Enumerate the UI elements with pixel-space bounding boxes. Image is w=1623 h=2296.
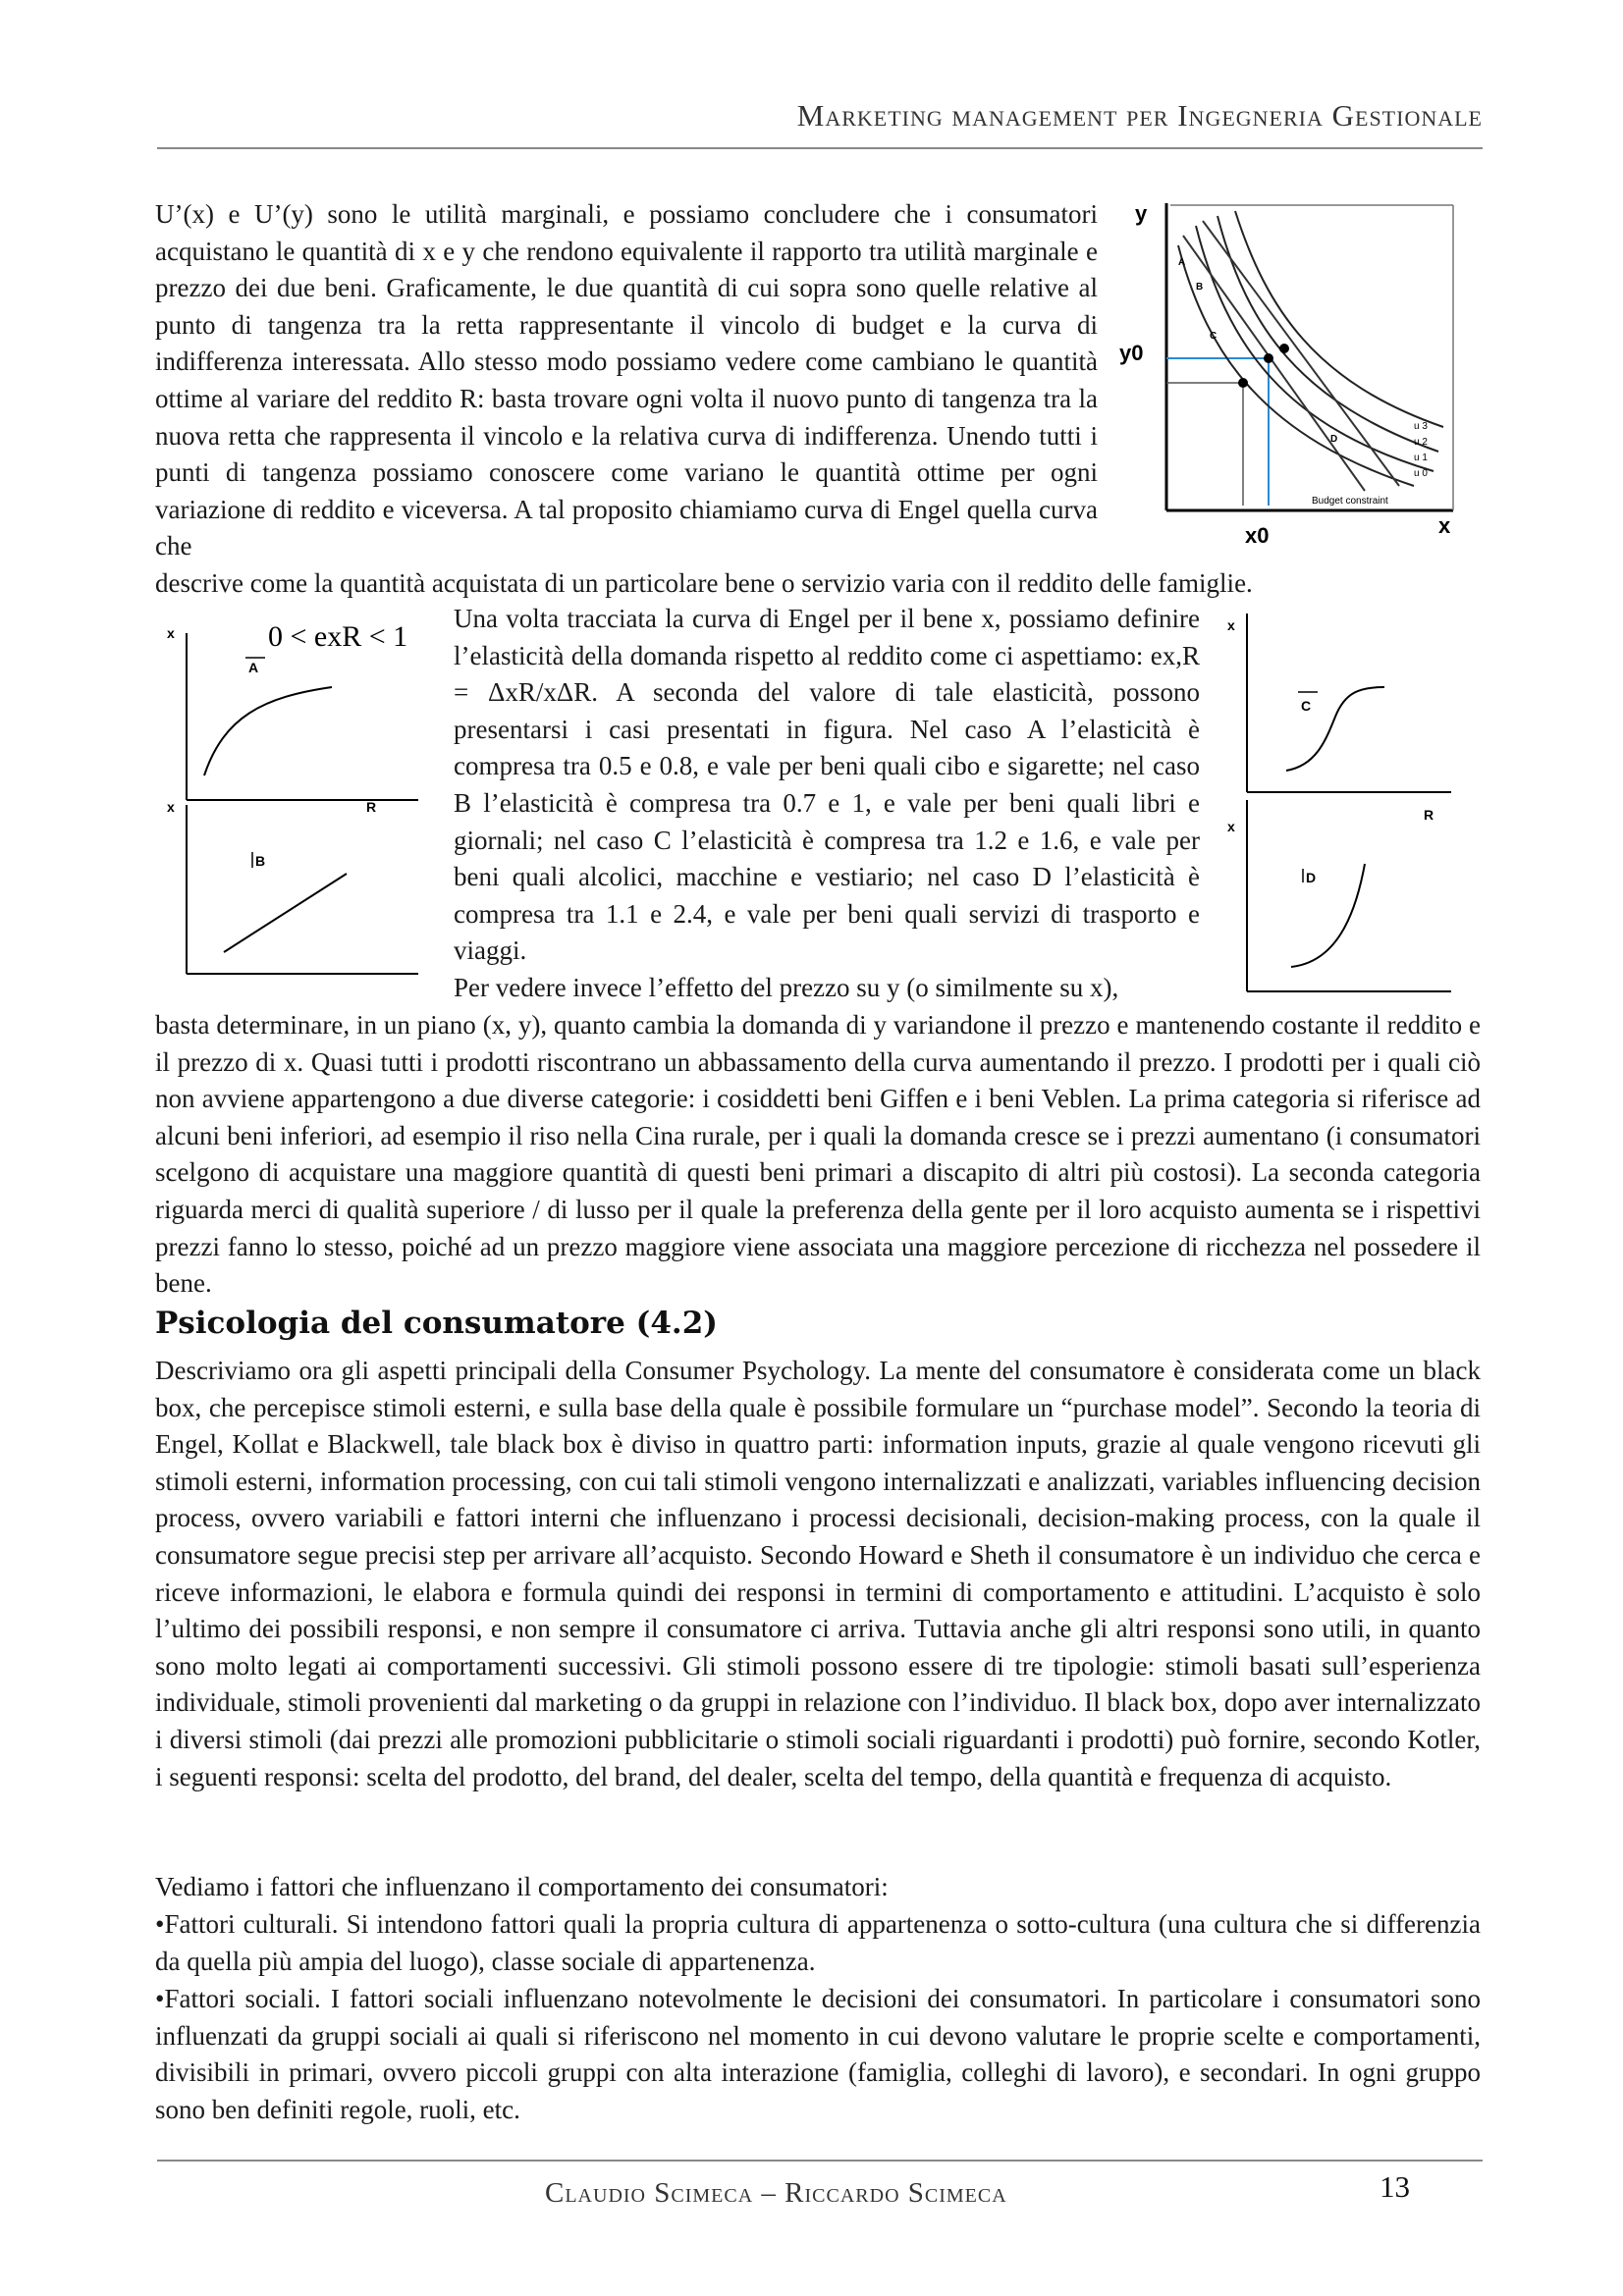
- case-d-label: D: [1306, 870, 1317, 885]
- curve-label-d: D: [1330, 434, 1338, 445]
- top-x-label: x: [167, 625, 175, 641]
- price-paragraph: basta determinare, in un piano (x, y), quanto cambia la domanda di y variandone il prezzo e mantenendo costante il reddito e il prezzo di x. Quasi tutti i prodotti riscontrano un abbassamento della curva aumentando il prezzo. I prodotti per i quali ciò non avviene appartengono a due diverse categorie: i cosiddetti beni Giffen e i beni Veblen. La prima categoria si riferisce ad alcuni beni inferiori, ad esempio il riso nella Cina rurale, per i quali la domanda cresce se i prezzi aumentano (i consumatori scelgono di acquistare una maggiore quantità di questi beni primari a discapito di altri più costosi). La seconda categoria riguarda merci di qualità superiore / di lusso per il quale la preferenza della gente per il loro acquisto aumenta se i rispettivi prezzi fanno lo stesso, poiché ad un prezzo maggiore viene associata una maggiore percezione di ricchezza nel possedere il bene.: [155, 1010, 1481, 1299]
- header-rule: [157, 147, 1483, 149]
- curve-label-c: C: [1210, 331, 1217, 342]
- x0-label: x0: [1245, 523, 1270, 548]
- curve-label-a: A: [1178, 257, 1186, 268]
- u-label-0: u 0: [1414, 468, 1428, 479]
- u-label-2: u 2: [1414, 437, 1428, 448]
- engel-paragraph: Una volta tracciata la curva di Engel per il bene x, possiamo definire l’elasticità della domanda rispetto al reddito come ci aspettiamo: ex,R = ΔxR/xΔR. A seconda del valore di tale elasticità, possono presentarsi i casi presentati in figura. Nel caso A l’elasticità è compresa tra 0.5 e 0.8, e vale per beni quali cibo e sigarette; nel caso B l’elasticità è compresa tra 0.7 e 1, e vale per beni quali libri e giornali; nel caso C l’elasticità è compresa tra 1.2 e 1.6, e vale per beni quali alcolici, macchine e vestiario; nel caso D l’elasticità è compresa tra 1.1 e 2.4, e vale per beni quali servizi di trasporto e viaggi.: [454, 604, 1200, 966]
- intro-continuation: descrive come la quantità acquistata di un particolare bene o servizio varia con il reddito delle famiglie.: [155, 568, 1253, 598]
- engel-curves-right-figure: [1217, 604, 1463, 996]
- case-b-label: B: [255, 853, 266, 869]
- running-title: Marketing management per Ingegneria Gestionale: [796, 98, 1483, 133]
- top-r-label: R: [1424, 807, 1434, 823]
- intro-paragraph: U’(x) e U’(y) sono le utilità marginali, e possiamo concludere che i consumatori acquistano le quantità di x e y che rendono equivalente il rapporto tra utilità marginale e prezzo dei due beni. Graficamente, le due quantità di cui sopra sono quelle relative al punto di tangenza tra la retta rappresentante il vincolo di budget e la curva di indifferenza interessata. Allo stesso modo possiamo vedere come cambiano le quantità ottime al variare del reddito R: basta trovare ogni volta il nuovo punto di tangenza tra la nuova retta che rappresenta il vincolo e la relativa curva di indifferenza. Unendo tutti i punti di tangenza possiamo conoscere come variano le quantità ottime per ogni variazione di reddito e viceversa. A tal proposito chiamiamo curva di Engel quella curva che: [155, 199, 1098, 561]
- footer-rule: [157, 2160, 1483, 2162]
- case-a-label: A: [248, 660, 259, 675]
- indifference-curves-figure: [1119, 191, 1473, 555]
- psychology-paragraph: Descriviamo ora gli aspetti principali della Consumer Psychology. La mente del consumatore è considerata come un black box, che percepisce stimoli esterni, e sulla base della quale è possibile formulare un “purchase model”. Secondo la teoria di Engel, Kollat e Blackwell, tale black box è diviso in quattro parti: information inputs, grazie al quale vengono ricevuti gli stimoli esterni, information processing, con cui tali stimoli vengono internalizzati e analizzati, variables influencing decision process, ovvero variabili e fattori interni che influenzano i processi decisionali, decision-making process, con la quale il consumatore segue precisi step per arrivare all’acquisto. Secondo Howard e Sheth il consumatore è un individuo che cerca e riceve informazioni, le elabora e formula quindi dei responsi in termini di comportamento e attitudini. L’acquisto è solo l’ultimo dei possibili responsi, e non sempre il consumatore ci arriva. Tuttavia anche gli altri responsi sono utili, in quanto sono molto legati ai comportamenti successivi. Gli stimoli possono essere di tre tipologie: stimoli basati sull’esperienza individuale, stimoli provenienti dal marketing o da gruppi in relazione con l’individuo. Il black box, dopo aver internalizzato i diversi stimoli (dai prezzi alle promozioni pubblicitarie o stimoli sociali riguardanti i prodotti) può fornire, secondo Kotler, i seguenti responsi: scelta del prodotto, del brand, del dealer, scelta del tempo, della quantità e frequenza di acquisto.: [155, 1356, 1481, 1791]
- page-number: 13: [1380, 2169, 1410, 2204]
- bullet-cultural-factors: •Fattori culturali. Si intendono fattori quali la propria cultura di appartenenza o sotto-cultura (una cultura che si differenzia da quella più ampia del luogo), classe sociale di appartenenza.: [155, 1909, 1481, 1976]
- case-c-label: C: [1301, 698, 1312, 714]
- u-label-1: u 1: [1414, 453, 1428, 463]
- elasticity-formula: 0 < exR < 1: [268, 620, 408, 653]
- curve-label-b: B: [1196, 282, 1204, 293]
- y-axis-label: y: [1135, 201, 1148, 226]
- engel-curves-left-figure: [155, 609, 440, 982]
- bullet-social-factors: •Fattori sociali. I fattori sociali influenzano notevolmente le decisioni dei consumatori. In particolare i consumatori sono influenzati da gruppi sociali ai quali si riferiscono nel momento in cui devono valutare le proprie scelte e comportamenti, divisibili in primari, ovvero piccoli gruppi con alta interazione (famiglia, colleghi di lavoro), e secondari. In ogni gruppo sono ben definiti regole, ruoli, etc.: [155, 1984, 1481, 2124]
- top-r-label: R: [366, 799, 377, 815]
- y0-label: y0: [1119, 341, 1144, 365]
- bottom-x-label: x: [167, 799, 175, 815]
- bottom-x-label: x: [1227, 819, 1235, 834]
- section-title: Psicologia del consumatore (4.2): [155, 1306, 718, 1341]
- top-x-label: x: [1227, 617, 1235, 633]
- u-label-3: u 3: [1414, 421, 1428, 432]
- x-axis-label: x: [1438, 513, 1451, 538]
- price-paragraph-start: Per vedere invece l’effetto del prezzo su y (o similmente su x),: [454, 973, 1119, 1002]
- footer-authors: Claudio Scimeca – Riccardo Scimeca: [545, 2177, 1007, 2209]
- budget-constraint-label: Budget constraint: [1312, 496, 1388, 507]
- factors-intro: Vediamo i fattori che influenzano il comportamento dei consumatori:: [155, 1872, 889, 1901]
